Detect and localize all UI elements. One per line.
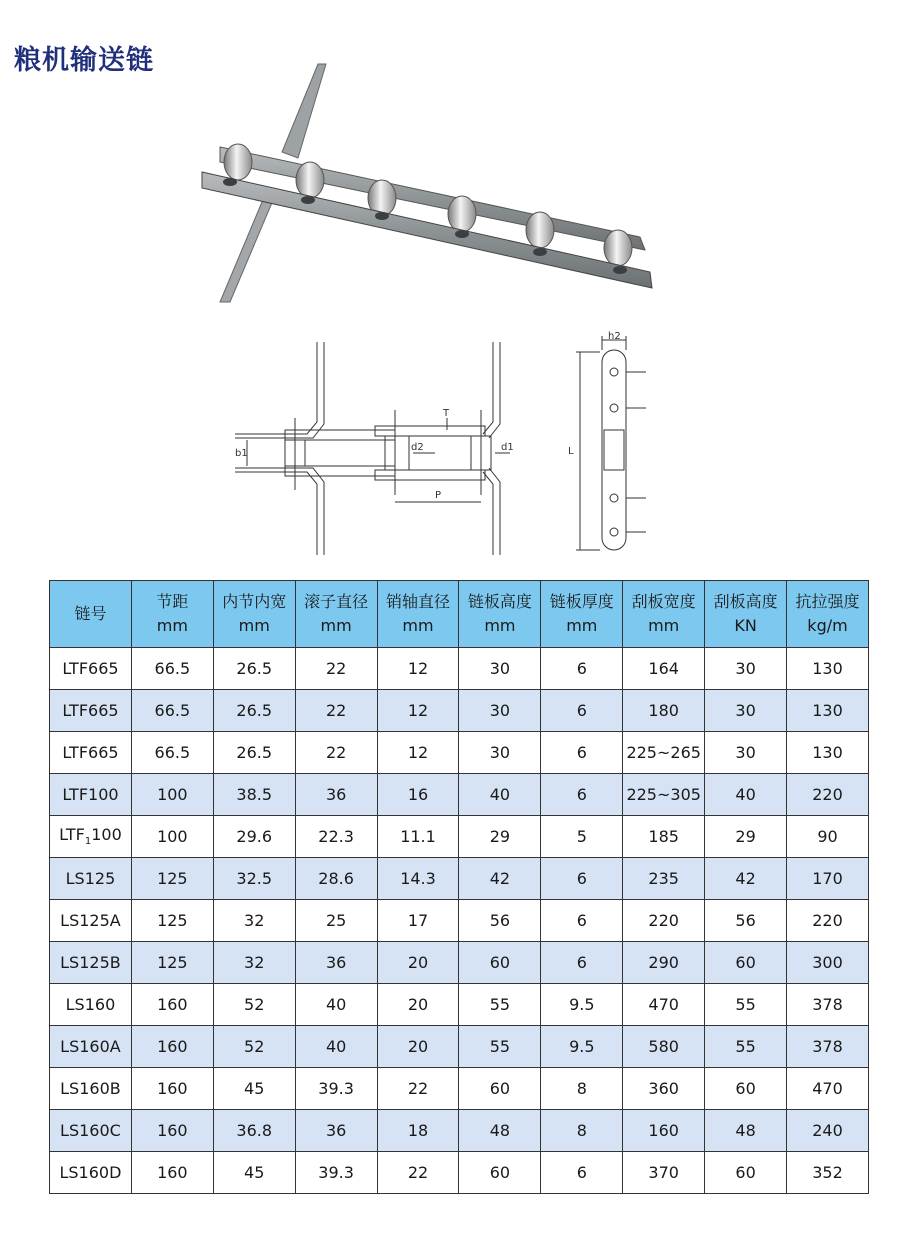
table-cell: 29 <box>459 816 541 858</box>
column-header <box>131 581 213 648</box>
table-cell: 66.5 <box>131 732 213 774</box>
column-header-name: 滚子直径 <box>304 592 369 611</box>
table-cell: 36 <box>295 774 377 816</box>
column-header <box>541 581 623 648</box>
table-cell: 6 <box>541 732 623 774</box>
table-cell: 580 <box>623 1026 705 1068</box>
table-cell: 125 <box>131 942 213 984</box>
table-cell: 180 <box>623 690 705 732</box>
chain-dimension-drawing <box>225 330 535 565</box>
table-cell: 20 <box>377 1026 459 1068</box>
table-cell: LS160B <box>50 1068 132 1110</box>
label-d2: d2 <box>411 442 424 453</box>
spec-table <box>49 580 869 1194</box>
column-header <box>295 581 377 648</box>
table-cell: 12 <box>377 648 459 690</box>
table-cell: LS125 <box>50 858 132 900</box>
table-cell: 38.5 <box>213 774 295 816</box>
table-cell: 378 <box>787 984 869 1026</box>
table-cell: 100 <box>131 774 213 816</box>
table-cell: 164 <box>623 648 705 690</box>
table-cell: 36 <box>295 942 377 984</box>
table-cell: 160 <box>131 1068 213 1110</box>
column-header-name: 刮板高度 <box>713 592 778 611</box>
table-cell: 130 <box>787 648 869 690</box>
table-cell: 26.5 <box>213 690 295 732</box>
table-cell: 60 <box>459 942 541 984</box>
column-header <box>623 581 705 648</box>
column-header-name: 内节内宽 <box>222 592 287 611</box>
table-cell: 235 <box>623 858 705 900</box>
table-cell: 60 <box>705 1068 787 1110</box>
label-h2: h2 <box>608 331 621 342</box>
table-cell: 20 <box>377 942 459 984</box>
table-cell: 30 <box>705 732 787 774</box>
column-header-unit: mm <box>402 616 434 635</box>
table-cell: 55 <box>705 984 787 1026</box>
table-cell: 9.5 <box>541 1026 623 1068</box>
table-cell: 170 <box>787 858 869 900</box>
table-cell: 42 <box>705 858 787 900</box>
chain-photo <box>190 62 660 312</box>
table-cell: 22 <box>377 1152 459 1194</box>
table-cell: 56 <box>705 900 787 942</box>
table-cell: 39.3 <box>295 1152 377 1194</box>
table-cell: 8 <box>541 1068 623 1110</box>
table-cell: LTF665 <box>50 690 132 732</box>
table-cell: 25 <box>295 900 377 942</box>
table-row <box>50 648 869 690</box>
table-cell: 40 <box>295 1026 377 1068</box>
table-cell: 42 <box>459 858 541 900</box>
table-header-row <box>50 581 869 648</box>
table-cell: 300 <box>787 942 869 984</box>
table-cell: 130 <box>787 690 869 732</box>
table-cell: 290 <box>623 942 705 984</box>
table-cell: LTF665 <box>50 732 132 774</box>
column-header <box>459 581 541 648</box>
table-cell: 29.6 <box>213 816 295 858</box>
table-row <box>50 1068 869 1110</box>
table-cell: 56 <box>459 900 541 942</box>
table-cell: 60 <box>705 942 787 984</box>
table-cell: 22.3 <box>295 816 377 858</box>
table-row <box>50 858 869 900</box>
table-cell: 220 <box>787 774 869 816</box>
table-cell: 29 <box>705 816 787 858</box>
table-cell: 360 <box>623 1068 705 1110</box>
table-cell: 55 <box>705 1026 787 1068</box>
table-cell: 9.5 <box>541 984 623 1026</box>
column-header-unit: mm <box>320 616 352 635</box>
table-cell: 22 <box>295 690 377 732</box>
page-title: 粮机输送链 <box>14 45 154 76</box>
column-header-name: 链板厚度 <box>549 592 614 611</box>
table-cell: 26.5 <box>213 732 295 774</box>
table-cell: 32.5 <box>213 858 295 900</box>
table-cell: 22 <box>295 648 377 690</box>
table-cell: 125 <box>131 900 213 942</box>
column-header-name: 抗拉强度 <box>795 592 860 611</box>
column-header-name: 刮板宽度 <box>631 592 696 611</box>
table-cell: 12 <box>377 732 459 774</box>
column-header-name: 节距 <box>156 592 189 611</box>
table-cell: 45 <box>213 1068 295 1110</box>
table-cell: 12 <box>377 690 459 732</box>
table-cell: 40 <box>295 984 377 1026</box>
column-header <box>50 581 132 648</box>
table-cell: 55 <box>459 984 541 1026</box>
table-cell: 6 <box>541 1152 623 1194</box>
table-cell: 225~305 <box>623 774 705 816</box>
table-cell: LS125A <box>50 900 132 942</box>
table-cell: 6 <box>541 690 623 732</box>
table-cell: 36 <box>295 1110 377 1152</box>
table-cell: LTF100 <box>50 774 132 816</box>
table-cell: 55 <box>459 1026 541 1068</box>
table-cell: 39.3 <box>295 1068 377 1110</box>
column-header <box>377 581 459 648</box>
table-row <box>50 984 869 1026</box>
table-row <box>50 1152 869 1194</box>
table-cell: 160 <box>131 1152 213 1194</box>
label-d1: d1 <box>501 442 514 453</box>
table-body <box>50 648 869 1194</box>
column-header-unit: mm <box>484 616 516 635</box>
column-header-unit: mm <box>566 616 598 635</box>
table-cell: 6 <box>541 774 623 816</box>
table-cell: 36.8 <box>213 1110 295 1152</box>
column-header <box>705 581 787 648</box>
table-cell: 66.5 <box>131 648 213 690</box>
table-cell: 30 <box>705 690 787 732</box>
table-cell: 6 <box>541 900 623 942</box>
table-cell: 240 <box>787 1110 869 1152</box>
table-cell: 470 <box>787 1068 869 1110</box>
table-cell: 32 <box>213 900 295 942</box>
table-cell: 20 <box>377 984 459 1026</box>
table-cell: 14.3 <box>377 858 459 900</box>
table-cell: 6 <box>541 858 623 900</box>
table-cell: LS160C <box>50 1110 132 1152</box>
table-cell: 60 <box>705 1152 787 1194</box>
table-cell: 5 <box>541 816 623 858</box>
table-cell: 32 <box>213 942 295 984</box>
label-p: P <box>435 490 442 501</box>
column-header-unit: mm <box>156 616 188 635</box>
table-cell: 470 <box>623 984 705 1026</box>
table-cell: 30 <box>459 732 541 774</box>
table-cell: 220 <box>623 900 705 942</box>
table-cell: 160 <box>131 1026 213 1068</box>
column-header-unit: kg/m <box>807 616 848 635</box>
table-cell: 40 <box>459 774 541 816</box>
table-cell: 100 <box>131 816 213 858</box>
table-cell: 52 <box>213 984 295 1026</box>
table-cell: 48 <box>705 1110 787 1152</box>
table-cell: 22 <box>295 732 377 774</box>
column-header <box>213 581 295 648</box>
table-cell: 130 <box>787 732 869 774</box>
table-cell: 8 <box>541 1110 623 1152</box>
table-cell: 370 <box>623 1152 705 1194</box>
column-header-unit: mm <box>238 616 270 635</box>
table-row <box>50 900 869 942</box>
table-cell: 18 <box>377 1110 459 1152</box>
table-cell: LS160D <box>50 1152 132 1194</box>
table-cell: 185 <box>623 816 705 858</box>
table-cell: 6 <box>541 648 623 690</box>
table-cell: 48 <box>459 1110 541 1152</box>
table-cell: 66.5 <box>131 690 213 732</box>
table-cell: 22 <box>377 1068 459 1110</box>
table-row <box>50 1026 869 1068</box>
table-cell: 28.6 <box>295 858 377 900</box>
table-cell: 17 <box>377 900 459 942</box>
table-cell: 60 <box>459 1068 541 1110</box>
label-t: T <box>443 408 450 419</box>
label-b1: b1 <box>235 448 248 459</box>
table-cell: 60 <box>459 1152 541 1194</box>
column-header-unit: KN <box>734 616 757 635</box>
table-cell: 40 <box>705 774 787 816</box>
table-cell: 160 <box>131 1110 213 1152</box>
column-header <box>787 581 869 648</box>
table-cell: 30 <box>459 690 541 732</box>
table-cell: 160 <box>131 984 213 1026</box>
table-row <box>50 942 869 984</box>
table-cell: 26.5 <box>213 648 295 690</box>
table-row <box>50 690 869 732</box>
table-cell: LS160A <box>50 1026 132 1068</box>
table-row <box>50 774 869 816</box>
table-row <box>50 816 869 858</box>
table-cell: 6 <box>541 942 623 984</box>
table-cell: 45 <box>213 1152 295 1194</box>
table-cell: 30 <box>459 648 541 690</box>
table-cell: LTF665 <box>50 648 132 690</box>
table-cell: 220 <box>787 900 869 942</box>
table-cell: 11.1 <box>377 816 459 858</box>
table-cell: 160 <box>623 1110 705 1152</box>
table-cell: 352 <box>787 1152 869 1194</box>
table-row <box>50 1110 869 1152</box>
table-cell: 90 <box>787 816 869 858</box>
table-cell: $LTF_1100$ <box>50 816 132 858</box>
table-cell: LS125B <box>50 942 132 984</box>
column-header-name: 链板高度 <box>467 592 532 611</box>
table-cell: 30 <box>705 648 787 690</box>
table-cell: 16 <box>377 774 459 816</box>
label-l: L <box>568 446 574 457</box>
table-cell: 378 <box>787 1026 869 1068</box>
table-cell: 225~265 <box>623 732 705 774</box>
column-header-name: 链号 <box>74 604 107 623</box>
column-header-name: 销轴直径 <box>386 592 451 611</box>
column-header-unit: mm <box>648 616 680 635</box>
table-cell: LS160 <box>50 984 132 1026</box>
flight-side-view-drawing <box>560 330 660 560</box>
table-row <box>50 732 869 774</box>
table-cell: 52 <box>213 1026 295 1068</box>
table-cell: 125 <box>131 858 213 900</box>
